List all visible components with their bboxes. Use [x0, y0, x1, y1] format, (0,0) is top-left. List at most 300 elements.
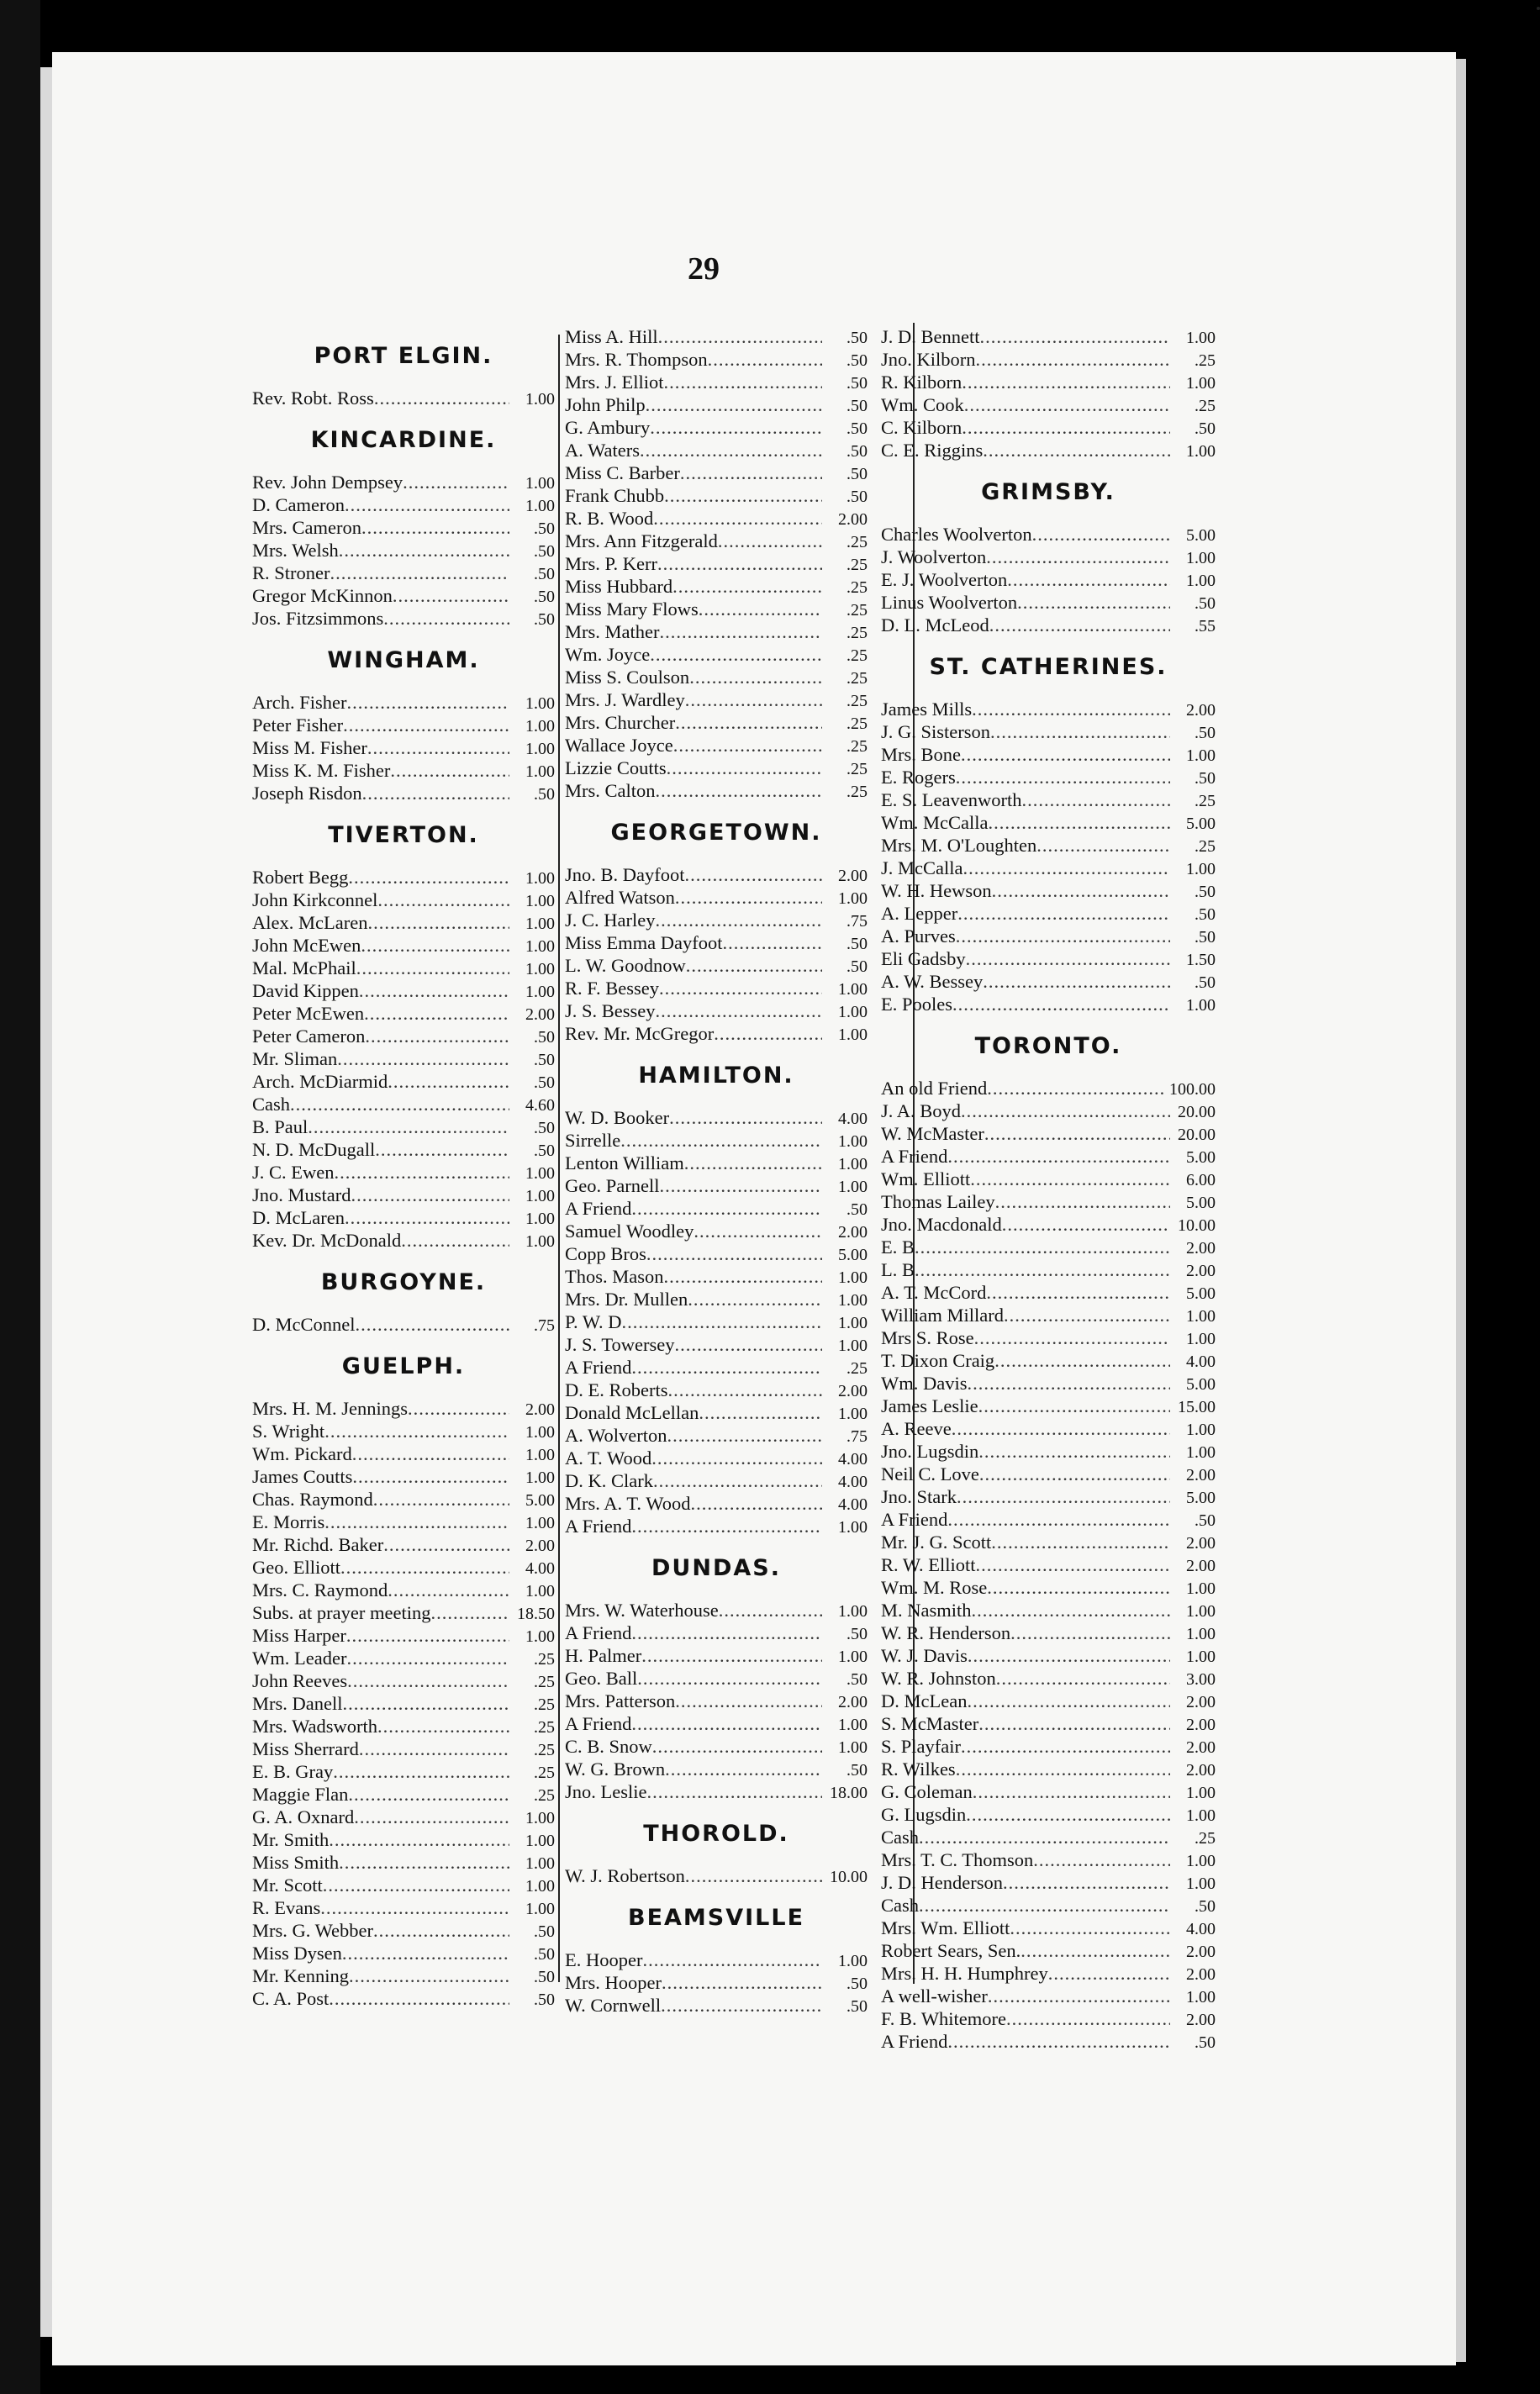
subscriber-row [881, 1168, 1216, 1191]
leader-dots [952, 994, 1170, 1015]
subscription-amount: .50 [846, 419, 868, 438]
subscriber-row [881, 1282, 1216, 1305]
leader-dots [343, 715, 509, 736]
leader-dots [290, 1094, 509, 1115]
subscription-amount: 1.00 [525, 474, 555, 493]
leader-dots [668, 1379, 823, 1401]
subscriber-name: Alex. McLaren [252, 912, 368, 933]
subscription-amount: 2.00 [838, 1223, 868, 1242]
subscriber-name: Mrs. P. Kerr [565, 553, 657, 574]
subscriber-row [565, 1152, 868, 1175]
leader-dots [991, 1532, 1170, 1553]
subscription-amount: .25 [1195, 351, 1216, 370]
subscriber-name: Mrs. G. Webber [252, 1920, 373, 1941]
subscriber-name: Wm. Leader [252, 1648, 347, 1669]
subscriber-row [881, 1668, 1216, 1690]
subscriber-row [565, 1865, 868, 1888]
subscription-amount: .50 [1195, 883, 1216, 901]
subscription-amount: 15.00 [1178, 1398, 1216, 1416]
subscriber-row [565, 1023, 868, 1046]
subscriber-row [565, 932, 868, 955]
subscriber-row [881, 1759, 1216, 1781]
subscriber-row [881, 394, 1216, 417]
leader-dots [680, 462, 822, 484]
subscriber-row [565, 1266, 868, 1289]
leader-dots [722, 932, 822, 954]
subscriber-name: J. McCalla [881, 857, 963, 878]
subscriber-row [565, 1402, 868, 1425]
subscriber-name: L. W. Goodnow [565, 955, 686, 976]
subscriber-row [565, 667, 868, 689]
subscriber-row [881, 1872, 1216, 1895]
subscriber-row [881, 1214, 1216, 1237]
subscriber-name: Rev. John Dempsey [252, 472, 403, 493]
subscriber-name: Mrs S. Rose [881, 1327, 974, 1348]
subscription-amount: 1.00 [838, 1268, 868, 1287]
subscriber-name: Mrs. Ann Fitzgerald [565, 530, 718, 551]
subscriber-row [565, 864, 868, 887]
subscriber-row [881, 2031, 1216, 2054]
subscriber-name: Mrs. W. Waterhouse [565, 1600, 719, 1621]
subscriber-row [565, 326, 868, 349]
subscriber-name: Mrs. Wm. Elliott [881, 1917, 1010, 1938]
subscriber-name: W. H. Hewson [881, 880, 992, 901]
leader-dots [1048, 1963, 1170, 1985]
subscriber-name: S. Playfair [881, 1736, 961, 1757]
subscriber-name: C. E. Riggins [881, 440, 984, 461]
leader-dots [970, 1168, 1170, 1190]
subscriber-row [252, 1466, 555, 1489]
leader-dots [365, 1026, 509, 1047]
subscriber-name: Thos. Mason [565, 1266, 664, 1287]
subscriber-row [565, 1000, 868, 1023]
leader-dots [983, 971, 1170, 993]
subscriber-row [881, 1554, 1216, 1577]
subscriber-row [881, 1736, 1216, 1759]
subscription-amount: .25 [846, 601, 868, 620]
subscriber-name: Charles Woolverton [881, 524, 1032, 545]
leader-dots [1003, 1872, 1170, 1894]
subscription-section [565, 1555, 868, 1804]
leader-dots [374, 388, 509, 409]
subscriber-name: A Friend [565, 1622, 632, 1643]
leader-dots [690, 1493, 822, 1515]
scan-left-border [0, 0, 40, 2394]
section-heading: GUELPH. [341, 1353, 466, 1379]
subscriber-name: A Friend [881, 1146, 948, 1167]
leader-dots [961, 1736, 1170, 1758]
leader-dots [373, 1920, 509, 1942]
subscriber-name: A. Lepper [881, 903, 958, 924]
subscriber-name: Jno. B. Dayfoot [565, 864, 685, 885]
subscription-amount: .75 [534, 1316, 555, 1335]
subscriber-name: J. C. Harley [565, 910, 656, 931]
subscriber-row [881, 1191, 1216, 1214]
subscriber-name: Mr. Smith [252, 1829, 330, 1850]
leader-dots [957, 1486, 1170, 1508]
subscription-amount: .50 [534, 1028, 555, 1047]
subscription-amount: 1.00 [525, 1187, 555, 1205]
subscriber-name: R. B. Wood [565, 508, 654, 529]
subscriber-name: Miss C. Barber [565, 462, 680, 483]
leader-dots [348, 867, 509, 889]
leader-dots [642, 1949, 822, 1971]
subscriber-name: A Friend [565, 1198, 632, 1219]
subscriber-row [252, 715, 555, 737]
subscriber-name: C. B. Snow [565, 1736, 652, 1757]
subscription-amount: .25 [534, 1695, 555, 1714]
leader-dots [342, 1693, 509, 1715]
leader-dots [708, 349, 822, 371]
leader-dots [324, 1421, 509, 1442]
subscriber-name: E. S. Leavenworth [881, 789, 1022, 810]
subscriber-row [252, 1625, 555, 1648]
subscription-amount: .55 [1195, 617, 1216, 635]
leader-dots [388, 1579, 509, 1601]
subscription-amount: .25 [534, 1718, 555, 1737]
subscriber-name: J. S. Bessey [565, 1000, 656, 1021]
subscriber-name: Cash [881, 1827, 919, 1848]
subscriber-name: Jno. Macdonald [881, 1214, 1002, 1235]
subscriber-row [565, 887, 868, 910]
subscription-amount: .50 [1195, 973, 1216, 992]
leader-dots [656, 780, 822, 802]
subscription-amount: 100.00 [1169, 1080, 1216, 1099]
subscriber-row [565, 530, 868, 553]
leader-dots [346, 1625, 509, 1647]
subscriber-row [252, 585, 555, 608]
leader-dots [349, 1965, 509, 1987]
subscription-amount: .25 [846, 646, 868, 665]
subscriber-name: A Friend [565, 1357, 632, 1378]
subscriber-name: Geo. Parnell [565, 1175, 660, 1196]
subscriber-row [881, 592, 1216, 614]
subscriber-name: Miss Dysen [252, 1943, 342, 1964]
subscription-amount: 1.00 [1186, 549, 1216, 567]
subscription-amount: 1.00 [525, 1900, 555, 1918]
subscriber-row [881, 1827, 1216, 1849]
subscription-amount: 1.00 [838, 1314, 868, 1332]
subscription-amount: 10.00 [830, 1868, 868, 1886]
subscriber-name: Mrs. Welsh [252, 540, 339, 561]
subscription-amount: .50 [846, 1761, 868, 1780]
subscription-amount: .50 [1195, 419, 1216, 438]
section-heading: HAMILTON. [638, 1063, 794, 1089]
subscription-amount: .50 [846, 957, 868, 976]
subscription-amount: 1.00 [1186, 746, 1216, 765]
subscription-section [252, 647, 555, 805]
subscription-amount: 1.00 [525, 740, 555, 758]
leader-dots [699, 1402, 822, 1424]
subscriber-name: Mrs. Calton [565, 780, 656, 801]
subscription-amount: 4.00 [1186, 1353, 1216, 1371]
subscription-amount: .50 [534, 785, 555, 804]
subscriber-name: Wm. M. Rose [881, 1577, 988, 1598]
subscriber-row [881, 1804, 1216, 1827]
subscription-amount: 5.00 [1186, 1148, 1216, 1167]
leader-dots [631, 1198, 822, 1220]
subscription-amount: 1.00 [525, 1809, 555, 1827]
leader-dots [978, 1713, 1170, 1735]
subscription-amount: 1.00 [525, 694, 555, 713]
subscriber-row [565, 553, 868, 576]
subscriber-name: W. Cornwell [565, 1995, 662, 2016]
subscription-amount: .25 [534, 1650, 555, 1669]
subscriber-row [252, 1602, 555, 1625]
subscription-amount: 1.00 [525, 1469, 555, 1487]
subscriber-row [565, 372, 868, 394]
leader-dots [956, 1759, 1170, 1780]
subscriber-row [252, 1829, 555, 1852]
subscription-amount: .50 [1195, 905, 1216, 924]
leader-dots [1021, 789, 1170, 811]
subscriber-row [881, 1600, 1216, 1622]
subscription-amount: .25 [534, 1764, 555, 1782]
subscription-amount: 2.00 [1186, 1965, 1216, 1984]
subscriber-row [881, 1395, 1216, 1418]
leader-dots [947, 1509, 1170, 1531]
leader-dots [976, 349, 1171, 371]
subscription-amount: .50 [846, 442, 868, 461]
leader-dots [664, 485, 822, 507]
subscriber-name: E. J. Woolverton [881, 569, 1008, 590]
subscriber-name: J. S. Towersey [565, 1334, 675, 1355]
subscription-amount: .25 [846, 760, 868, 778]
subscription-section [881, 654, 1216, 1016]
subscription-amount: 20.00 [1178, 1126, 1216, 1144]
subscription-amount: 1.00 [838, 1716, 868, 1734]
subscriber-row [881, 721, 1216, 744]
subscriber-row [881, 903, 1216, 925]
subscription-amount: 10.00 [1178, 1216, 1216, 1235]
subscriber-name: T. Dixon Craig [881, 1350, 995, 1371]
subscriber-row [881, 1713, 1216, 1736]
subscription-amount: 1.00 [838, 1132, 868, 1151]
section-heading: GEORGETOWN. [610, 820, 822, 846]
subscription-amount: 2.00 [1186, 1943, 1216, 1961]
subscriber-name: John Reeves [252, 1670, 348, 1691]
subscriber-row [565, 621, 868, 644]
subscription-amount: .50 [534, 1968, 555, 1986]
subscriber-name: Mrs. Patterson [565, 1690, 676, 1711]
subscription-amount: .50 [846, 488, 868, 506]
leader-dots [995, 1191, 1170, 1213]
leader-dots [403, 472, 509, 493]
section-heading: BURGOYNE. [320, 1269, 487, 1295]
subscriber-name: Cash [252, 1094, 290, 1115]
subscription-amount: 1.00 [1186, 329, 1216, 347]
subscriber-name: Mrs. H. M. Jennings [252, 1398, 409, 1419]
subscription-amount: 1.00 [525, 1232, 555, 1251]
subscriber-name: R. Wilkes [881, 1759, 956, 1780]
subscription-amount: .50 [534, 1945, 555, 1964]
section-heading: THOROLD. [643, 1821, 789, 1847]
subscriber-row [881, 1849, 1216, 1872]
subscription-amount: 1.00 [838, 1155, 868, 1173]
subscriber-row [881, 1532, 1216, 1554]
subscriber-row [565, 1130, 868, 1152]
leader-dots [952, 1418, 1170, 1440]
subscriber-name: Mr. Kenning [252, 1965, 349, 1986]
subscription-amount: .25 [534, 1741, 555, 1759]
leader-dots [335, 1162, 510, 1184]
subscriber-name: S. Wright [252, 1421, 325, 1442]
leader-dots [352, 1443, 509, 1465]
subscriber-row [881, 744, 1216, 767]
leader-dots [653, 1470, 822, 1492]
subscriber-name: John McEwen [252, 935, 361, 956]
leader-dots [342, 1943, 509, 1964]
subscriber-name: Jno. Mustard [252, 1184, 351, 1205]
leader-dots [657, 553, 822, 575]
subscriber-row [565, 1425, 868, 1447]
subscriber-row [881, 1373, 1216, 1395]
subscriber-name: Mrs. J. Wardley [565, 689, 685, 710]
leader-dots [346, 692, 509, 714]
subscriber-name: E. Pooles [881, 994, 953, 1015]
subscription-amount: 1.00 [525, 1514, 555, 1532]
leader-dots [664, 1266, 823, 1288]
leader-dots [659, 978, 822, 999]
subscriber-name: D. L. McLeod [881, 614, 989, 635]
leader-dots [688, 1289, 822, 1310]
subscriber-name: Wm. Davis [881, 1373, 968, 1394]
subscriber-row [565, 780, 868, 803]
subscription-amount: .50 [534, 1119, 555, 1137]
leader-dots [339, 1852, 509, 1874]
subscription-amount: 2.00 [1186, 1716, 1216, 1734]
subscriber-name: A. W. Bessey [881, 971, 984, 992]
subscriber-row [881, 1917, 1216, 1940]
subscriber-row [565, 1995, 868, 2017]
leader-dots [978, 1395, 1170, 1417]
subscription-amount: .25 [1195, 792, 1216, 810]
subscription-amount: 1.00 [525, 892, 555, 910]
subscriber-row [881, 524, 1216, 546]
subscriber-row [565, 576, 868, 598]
subscriber-row [565, 417, 868, 440]
subscriber-name: A. T. McCord [881, 1282, 987, 1303]
subscriber-name: Jno. Leslie [565, 1781, 647, 1802]
leader-dots [990, 721, 1170, 743]
subscription-amount: .50 [846, 1670, 868, 1689]
subscriber-row [881, 1146, 1216, 1168]
subscription-amount: 18.00 [830, 1784, 868, 1802]
subscriber-row [881, 699, 1216, 721]
subscription-amount: 1.00 [1186, 1875, 1216, 1893]
leader-dots [718, 530, 822, 552]
subscription-amount: 2.00 [1186, 2011, 1216, 2029]
subscriber-name: A. T. Wood [565, 1447, 652, 1469]
column-rule-1 [558, 335, 560, 1982]
subscriber-row [881, 789, 1216, 812]
leader-dots [383, 1534, 509, 1556]
subscriber-name: M. Nasmith [881, 1600, 972, 1621]
subscriber-name: Mrs. Bone [881, 744, 961, 765]
leader-dots [655, 910, 822, 931]
subscriber-name: A. Waters [565, 440, 641, 461]
subscriber-name: Mrs. Cameron [252, 517, 361, 538]
subscription-amount: .25 [846, 692, 868, 710]
section-heading: TIVERTON. [328, 822, 479, 848]
subscriber-name: Mrs. Mather [565, 621, 660, 642]
leader-dots [640, 440, 822, 461]
subscriber-name: R. Stroner [252, 562, 330, 583]
subscriber-row [881, 1985, 1216, 2008]
leader-dots [992, 880, 1170, 902]
subscription-section [881, 1033, 1216, 2054]
subscriber-row [565, 1781, 868, 1804]
leader-dots [968, 1645, 1170, 1667]
subscription-amount: 2.00 [1186, 1239, 1216, 1258]
leader-dots [686, 955, 822, 977]
subscriber-name: Miss Sherrard [252, 1738, 359, 1759]
subscriber-name: Mrs. Hooper [565, 1972, 662, 1993]
leader-dots [356, 1314, 510, 1336]
subscriber-name: R. W. Elliott [881, 1554, 976, 1575]
subscriber-name: A. Purves [881, 925, 956, 947]
subscriber-row [881, 614, 1216, 637]
subscriber-row [252, 517, 555, 540]
leader-dots [650, 644, 822, 666]
subscriber-name: D. McConnel [252, 1314, 356, 1335]
subscription-amount: .75 [846, 1427, 868, 1446]
leader-dots [320, 1897, 509, 1919]
leader-dots [675, 1690, 822, 1712]
subscriber-name: W. J. Davis [881, 1645, 968, 1666]
subscriber-row [252, 1965, 555, 1988]
subscription-amount: 5.00 [1186, 526, 1216, 545]
subscription-amount: .50 [534, 1073, 555, 1092]
subscription-amount: 1.00 [525, 1423, 555, 1442]
leader-dots [653, 508, 822, 530]
subscriber-row [881, 1690, 1216, 1713]
leader-dots [330, 562, 510, 584]
subscriber-row [252, 1026, 555, 1048]
subscriber-name: Robert Begg [252, 867, 349, 888]
leader-dots [665, 1759, 822, 1780]
leader-dots [994, 1350, 1170, 1372]
page-number: 29 [688, 251, 720, 287]
subscriber-row [565, 1713, 868, 1736]
subscription-amount: .25 [1195, 397, 1216, 415]
subscriber-name: E. B. Gray [252, 1761, 334, 1782]
subscriber-name: Miss Hubbard [565, 576, 673, 597]
subscriber-row [881, 1418, 1216, 1441]
subscriber-name: James Coutts [252, 1466, 353, 1487]
leader-dots [989, 614, 1170, 636]
leader-dots [373, 1489, 509, 1511]
subscription-amount: 1.00 [838, 1178, 868, 1196]
subscriber-row [252, 1207, 555, 1230]
subscriber-row [565, 1690, 868, 1713]
subscriber-row [252, 1943, 555, 1965]
subscriber-name: F. B. Whitemore [881, 2008, 1007, 2029]
subscription-amount: 5.00 [1186, 815, 1216, 833]
subscriber-name: W. G. Brown [565, 1759, 666, 1780]
subscriber-name: Wallace Joyce [565, 735, 673, 756]
subscriber-name: Lizzie Coutts [565, 757, 667, 778]
subscription-amount: 1.00 [525, 960, 555, 978]
subscriber-row [881, 1305, 1216, 1327]
subscription-amount: 2.00 [1186, 1466, 1216, 1484]
subscription-amount: 1.00 [1186, 1806, 1216, 1825]
subscriber-name: Peter Fisher [252, 715, 344, 736]
subscriber-name: Mr. J. G. Scott [881, 1532, 992, 1553]
subscription-amount: 5.00 [525, 1491, 555, 1510]
subscriber-row [881, 1327, 1216, 1350]
leader-dots [956, 925, 1170, 947]
